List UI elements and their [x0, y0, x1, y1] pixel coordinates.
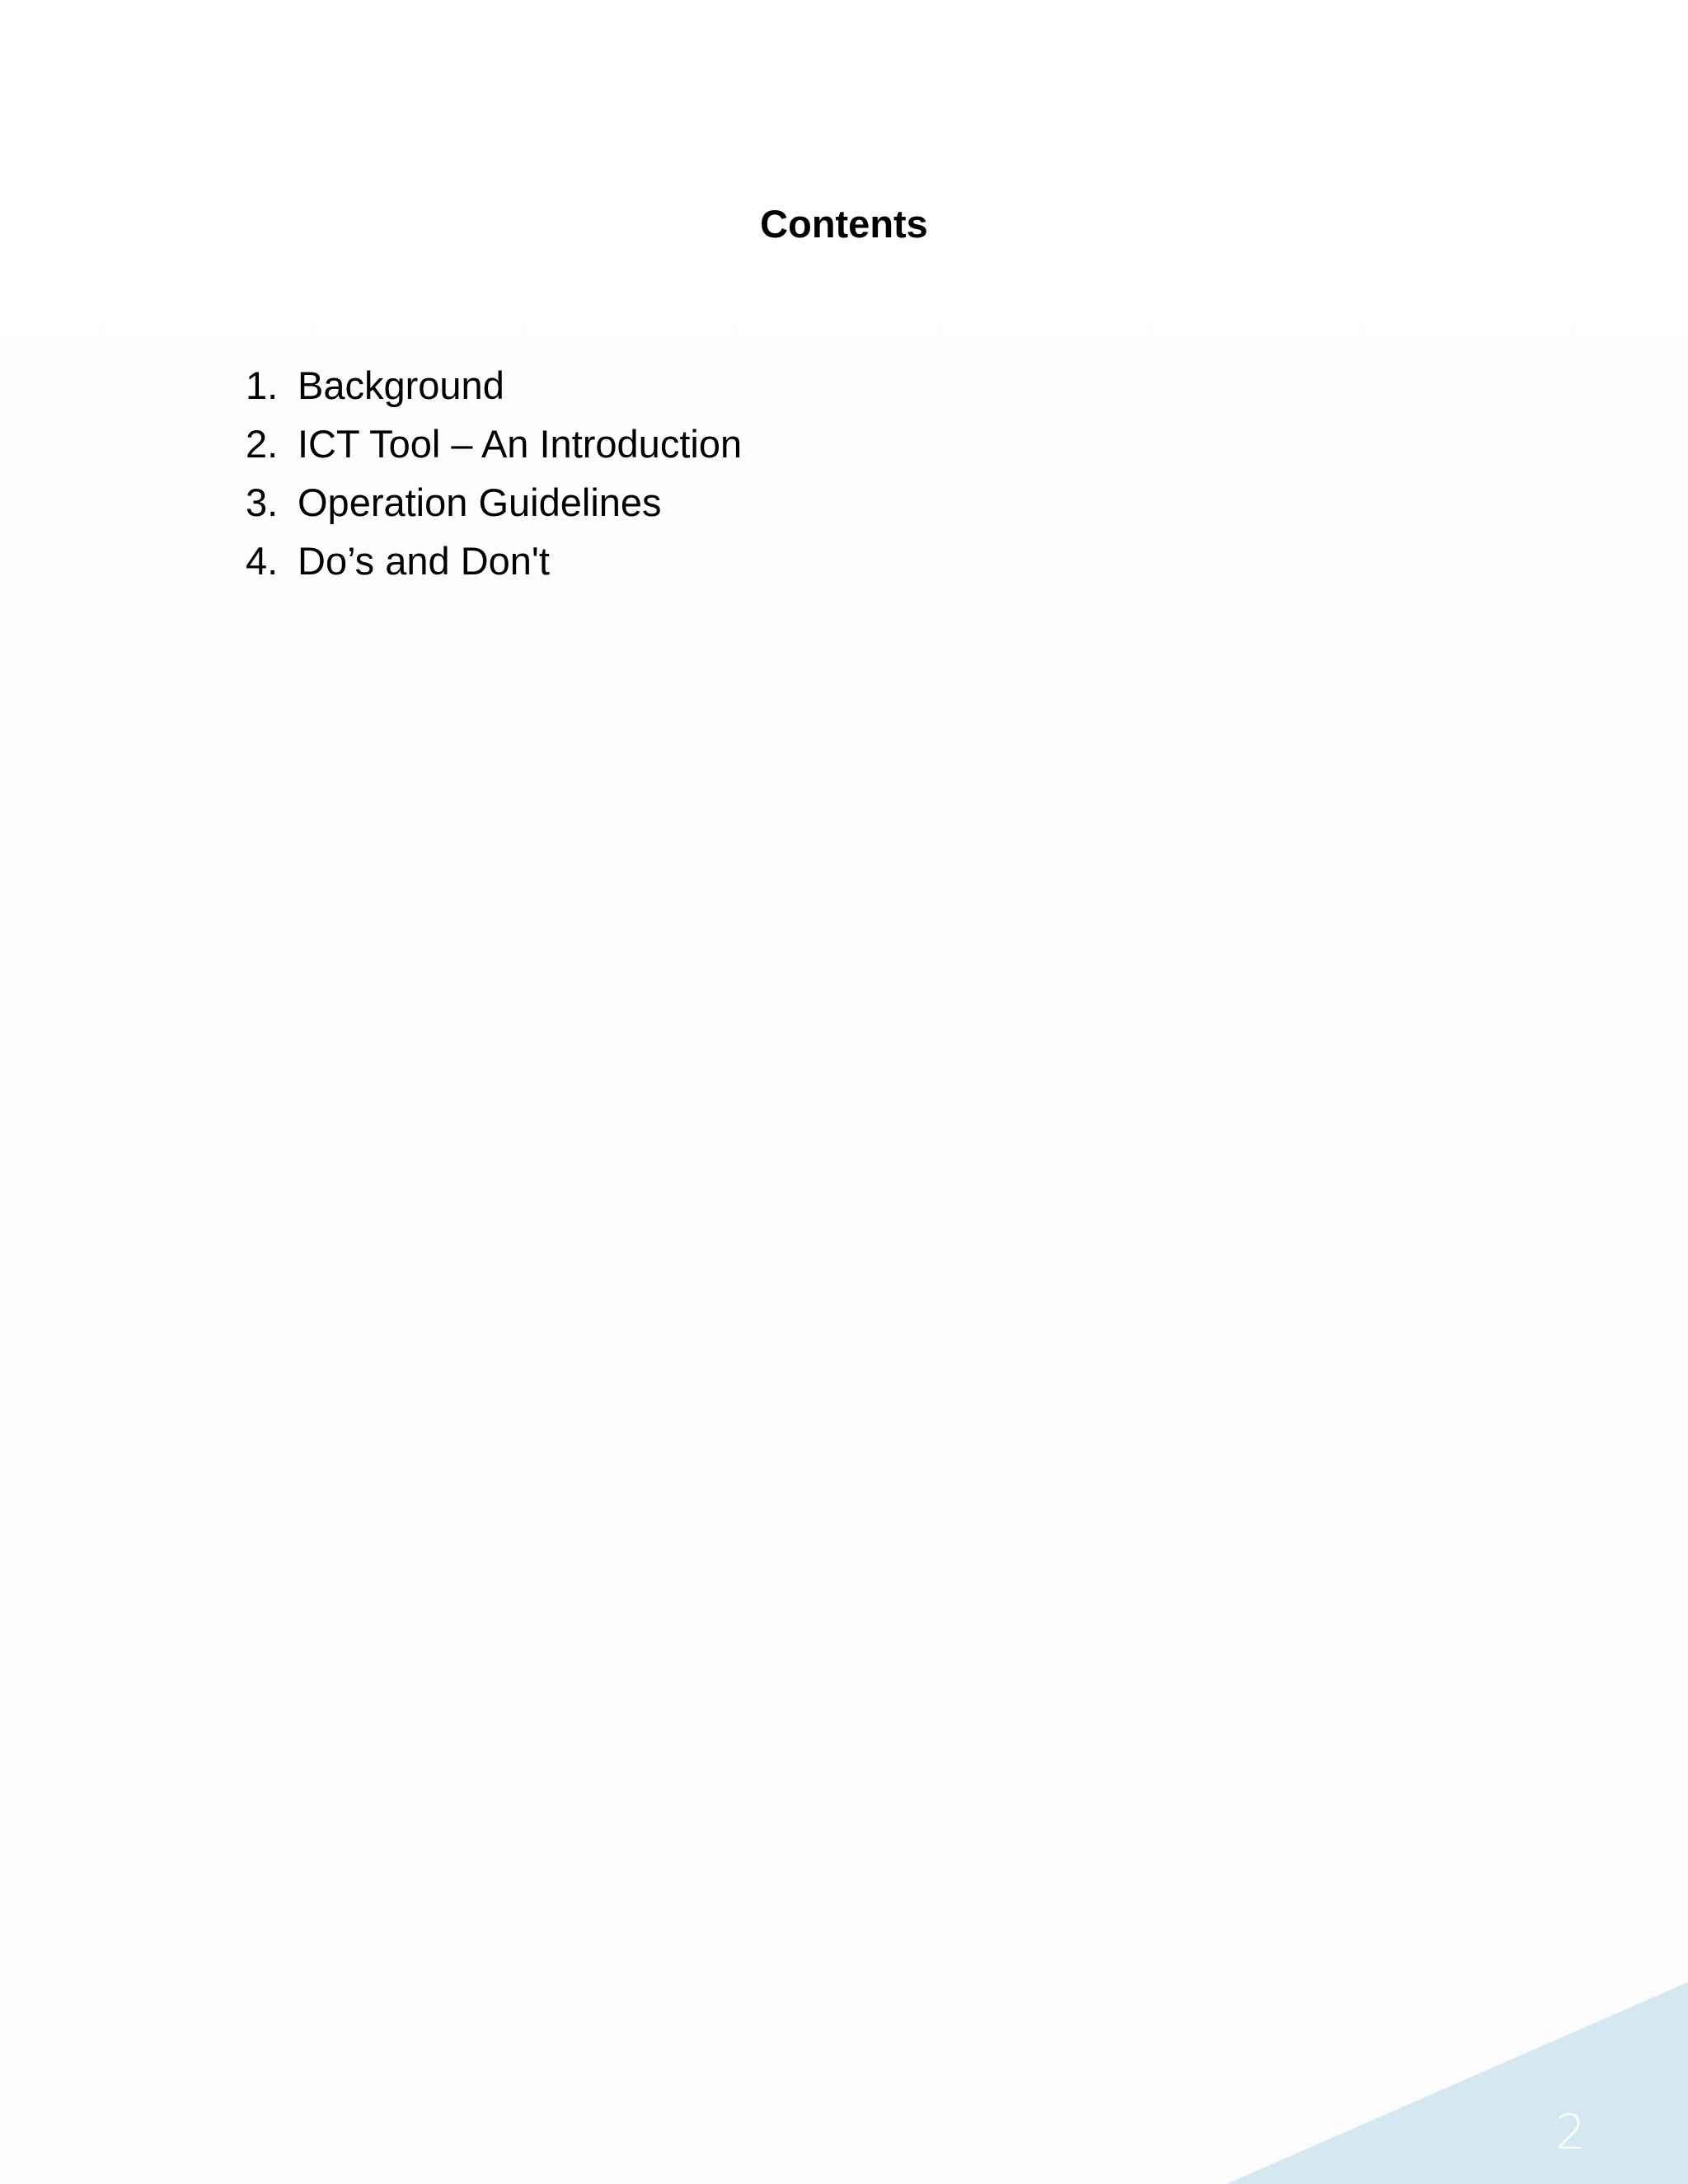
toc-item-label: Do’s and Don't	[298, 539, 550, 583]
toc-item-number: 4.	[246, 539, 279, 583]
toc-item-background[interactable]	[246, 356, 742, 415]
page-number: 2	[1555, 2104, 1586, 2160]
page-title: Contents	[760, 202, 928, 246]
toc-item-label: ICT Tool – An Introduction	[298, 422, 743, 466]
toc-item-ict-tool[interactable]	[246, 415, 742, 473]
table-of-contents	[246, 356, 742, 590]
corner-triangle	[1226, 1982, 1688, 2184]
toc-item-operation-guidelines[interactable]	[246, 473, 742, 532]
toc-item-dos-and-donts[interactable]	[246, 532, 742, 590]
toc-item-label: Operation Guidelines	[298, 480, 662, 524]
toc-item-number: 3.	[246, 480, 279, 524]
toc-item-number: 1.	[246, 363, 279, 407]
toc-item-number: 2.	[246, 422, 279, 466]
toc-item-label: Background	[298, 363, 504, 407]
